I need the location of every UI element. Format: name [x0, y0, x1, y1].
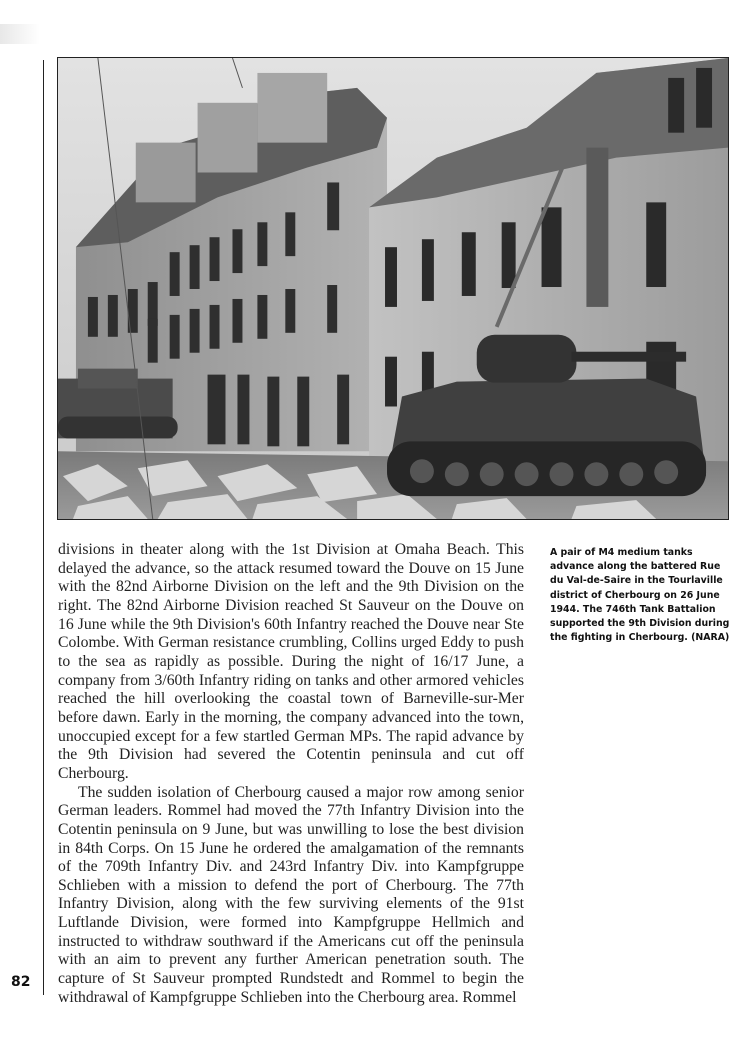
background-tank: [58, 369, 178, 439]
chimney-stack: [136, 143, 196, 203]
body-paragraph: divisions in theater along with the 1st Division at Omaha Beach. This delayed the advance, so the attack resumed toward the Douve on 15 June with the 82nd Airborne Division on the left and the 9th Division on the right. The 82nd Airborne Division reached St Sauveur on the Douve on 16 June while the 9th Division's 60th Infantry reached the Douve near Ste Colombe. With German resistance crumbling, Collins urged Eddy to push to the sea as rapidly as possible. During the night of 16/17 June, a company from 3/60th Infantry riding on tanks and other armored vehicles reached the hill overlooking the coastal town of Barneville-sur-Mer before dawn. Early in the morning, the company advanced into the town, unoccupied except for a few startled German MPs. The rapid advance by the 9th Division had severed the Cotentin peninsula and cut off Cherbourg.: [58, 541, 524, 782]
photo-caption: A pair of M4 medium tanks advance along the battered Rue du Val-de-Saire in the Tourlaville district of Cherbourg on 26 June 1944. The 746th Tank Battalion supported the 9th Division during the fighting in Cherbourg. (NARA): [550, 547, 730, 644]
margin-rule: [43, 60, 44, 995]
collapsed-wall: [586, 148, 608, 307]
chimney-stack: [198, 103, 258, 173]
page-number: 82: [11, 974, 31, 990]
chimney-stack: [257, 73, 327, 143]
body-paragraph: The sudden isolation of Cherbourg caused a major row among senior German leaders. Rommel had moved the 77th Infantry Division into the Cotentin peninsula on 9 June, but was unwilling to lose the best division in 84th Corps. On 15 June he ordered the amalgamation of the remnants of the 709th Infantry Div. and 243rd Infantry Div. into Kampfgruppe Schlieben with a mission to defend the port of Cherbourg. The 77th Infantry Division, along with the few surviving elements of the 91st Luftlande Division, were formed into Kampfgruppe Hellmich and instructed to withdraw southward if the Americans cut off the peninsula with an aim to prevent any further American penetration south. The capture of St Sauveur prompted Rundstedt and Rommel to begin the withdrawal of Kampfgruppe Schlieben into the Cherbourg area. Rommel: [58, 783, 524, 1006]
war-photograph: [57, 57, 729, 520]
photo-illustration: [58, 58, 728, 519]
scan-edge-mark: [0, 24, 40, 44]
main-body-text: [58, 541, 524, 1007]
